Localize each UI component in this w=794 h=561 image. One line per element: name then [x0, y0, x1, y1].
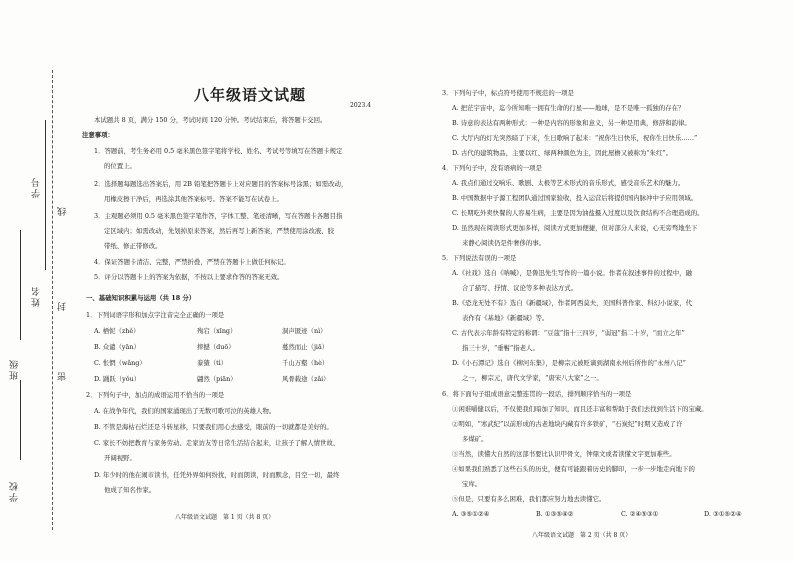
q1-option: 洞声匿迹（nì） [282, 327, 327, 335]
notice-line: 的位置上。 [104, 162, 136, 170]
q4-option: A. 我点们通过交响乐、歌剧、太极等艺术形式的音乐形式，感受音乐艺术的魅力。 [452, 179, 685, 187]
notice-line: 4．保证答题卡清洁、完整，严禁折叠，严禁在答题卡上做任何标记。 [94, 258, 290, 266]
cut-line [52, 70, 53, 530]
q6-sentence: ②明如，“寒武纪”以前形成的古老地块内藏有许多铁矿，“石炭纪”时期又造成了许 [452, 420, 683, 428]
q5-option: D.《小石潭记》选自《柳河东集》，是柳宗元被贬谪到湖南永州后所作的“永州八记” [452, 359, 686, 367]
q5-option: C. 古代表示年龄有特定的称谓：“豆蔻”指十三四岁，“弱冠”指二十岁，“而立之年” [452, 329, 685, 337]
exam-title: 八年级语文试题 [193, 86, 306, 104]
id-label: 学号 [32, 176, 42, 198]
class-field [20, 230, 21, 340]
q2-option: B. 不管是海枯石烂还是斗转星移，只要我们用心去感受，眼前的一切就都是美好的。 [94, 423, 333, 431]
q1-option: 风骨载途（zǎi） [282, 375, 330, 383]
q1-option: 翩然（piān） [197, 375, 237, 383]
q3-option: D. 古代的建筑物品，主要以红、绿两种颜色为主，因此屋檐又被称为“朱红”。 [452, 149, 672, 157]
school-label: 学校 [10, 480, 20, 502]
seal-mark: 线 [58, 205, 68, 216]
q1-option: B. 众谴（yān） [94, 343, 140, 351]
q2-option: 开阔视野。 [104, 454, 136, 462]
q6-sentence: ④如果我们熟悉了这些石头的历史，便有可能跟着历史的脚印，一步一步地走向地下的 [452, 465, 695, 473]
page-footer: 八年级语文试题 第 2 页（共 8 页） [532, 532, 632, 539]
question-3-stem: 3．下列句子中，标点符号使用不规范的一项是 [442, 89, 574, 97]
q6-option: C. ②④⑤③① [621, 510, 659, 518]
question-2-stem: 2．下列句子中，加点的成语运用不恰当的一项是 [86, 391, 225, 399]
notice-line: 1．答题前，考生务必用 0.5 毫米黑色签字笔将学校、姓名、考试号等填写在答题卡规定 [94, 147, 343, 155]
q4-option: 来静心阅读仍是件奢侈的事。 [462, 239, 546, 247]
question-1-stem: 1．下列词语字形和加点字注音完全正确的一项是 [86, 311, 225, 319]
notice-line: 2．选择题每题选出答案后，用 2B 铅笔把答题卡上对应题目的答案标号涂黑；如需改动， [94, 180, 348, 188]
name-field [45, 120, 46, 270]
q6-sentence: ③当然，读懂大自然的这部书要比认识甲骨文，钟鼎文或者读懂文字更加难些。 [452, 450, 676, 458]
q3-option: C. 大厅内的灯光突然暗了下来，生日歌响了起来：“祝你生日快乐，祝你生日快乐……” [452, 134, 698, 142]
page-footer: 八年级语文试题 第 1 页（共 8 页） [175, 514, 275, 521]
q5-option: 合了描写、抒情、议论等多种表达方式。 [462, 284, 578, 292]
q6-sentence: ①闲谁嚼健以后，不仅使我们暗加了知识，而且还丰富和帮助于我们去找到生活下的宝藏。 [452, 405, 708, 413]
q1-option: C. 怅惘（wǎng） [94, 359, 146, 367]
q4-option: D. 虽然现在阅读形式更加多样，阅读方式更加便捷，但对部分人来说，心无旁骛地坐下 [452, 224, 698, 232]
q6-sentence: ⑤但是，只要有多么困难，我们都应努力地去读懂它。 [452, 495, 606, 503]
q4-option: B. 中国数据中子源工程团队通过国家验收，投入运营后将提供国内脉冲中子应用领域。 [452, 194, 698, 202]
q6-option: B. ①③⑤④② [536, 510, 574, 518]
q1-option: D. 踊跃（yǒu） [94, 375, 141, 383]
q1-option: 千山万壑（hè） [282, 359, 329, 367]
q5-option: 之一，柳宗元，唐代文学家，“唐宋八大家”之一。 [462, 374, 603, 382]
q4-option: C. 长期吃外卖快餐的人容易生病，主要是因为油盐摄入过度以及饮食结构不合理造成的。 [452, 209, 704, 217]
q1-option: 摔撼（duō） [197, 343, 235, 351]
notice-title: 注意事项： [82, 131, 114, 139]
q5-option: B.《恐龙无处不有》选自《新疆域》，作者阿西莫夫，美国科普作家、科幻小说家，代 [452, 299, 692, 307]
q5-option: A.《社戏》选自《呐喊》，是鲁迅先生写作的一篇小说。作者在叙述事件的过程中，融 [452, 269, 692, 277]
q1-option: 殉宕（xīng） [197, 327, 237, 335]
class-label: 班级 [10, 358, 20, 380]
q2-option: A. 在战争年代，我们的国家涌现出了无数可歌可泣的英雄人物。 [94, 407, 276, 415]
q6-sentence: 宝库。 [462, 480, 482, 488]
intro-text: 本试题共 8 页，满分 150 分，考试时间 120 分钟。考试结束后，将答题卡交回。 [94, 116, 327, 124]
q1-option: 蔓然而止（jiā） [282, 343, 329, 351]
notice-line: 带纸、修正带修改。 [104, 242, 162, 250]
notice-line: 定区域内；如需改动，先划掉原来答案，然后再写上新答案，严禁使用涂改液、胶 [104, 227, 335, 235]
name-label: 姓名 [32, 285, 42, 307]
q2-option: D. 年少时的他在闹市读书，任凭外界如何纷扰，时而朗读，时而默念，目空一切，最终 [94, 471, 340, 479]
notice-line: 3．主观题必须用 0.5 毫米黑色签字笔作答，字体工整、笔迹清晰，写在答题卡各题目指 [94, 212, 343, 220]
question-4-stem: 4．下列句子中，没有语病的一项是 [442, 164, 542, 172]
q6-sentence: 多煤矿。 [462, 435, 488, 443]
exam-date: 2023.4 [350, 102, 371, 109]
q6-option: D. ③①⑤②④ [704, 510, 742, 518]
q6-option: A. ③⑤①②④ [452, 510, 490, 518]
question-6-stem: 6．将下面句子组成语意完整连贯的一段话，排列顺序恰当的一项是 [442, 390, 632, 398]
q5-option: 表作有《基地》《新疆域》等。 [462, 314, 549, 322]
q2-option: 他成了知名作家。 [104, 486, 156, 494]
school-field [20, 380, 21, 460]
notice-line: 用橡皮擦干净后，再选涂其他答案标号。答案不能写在试卷上。 [104, 195, 283, 203]
q2-option: C. 家长不妨把教育与家务劳动、走家访友等日常生活结合起来，让孩子了解人情世故、 [94, 439, 340, 447]
q5-option: 指三十岁，“垂髫”指老人。 [462, 344, 539, 352]
q3-option: B. 诗意的表达有两种形式：一种是内容的形象和意义，另一种是用典，修辞和韵律。 [452, 119, 691, 127]
q3-option: A. 把茫宇宙中，迄今所知唯一拥有生命的行星——地球，是不是唯一孤独的存在？ [452, 104, 685, 112]
seal-mark: 密 [58, 370, 68, 381]
q1-option: 豢猹（tì） [197, 359, 228, 367]
seal-mark: 封 [58, 300, 68, 311]
binding-margin [0, 0, 68, 561]
question-5-stem: 5．下列说法有误的一项是 [442, 254, 517, 262]
section-title: 一、基础知识积累与运用（共 18 分） [86, 294, 196, 302]
notice-line: 5．评分以答题卡上的答案为依据，不按以上要求作答的答案无效。 [94, 273, 284, 281]
q1-option: A. 栖怩（zhě） [94, 327, 140, 335]
